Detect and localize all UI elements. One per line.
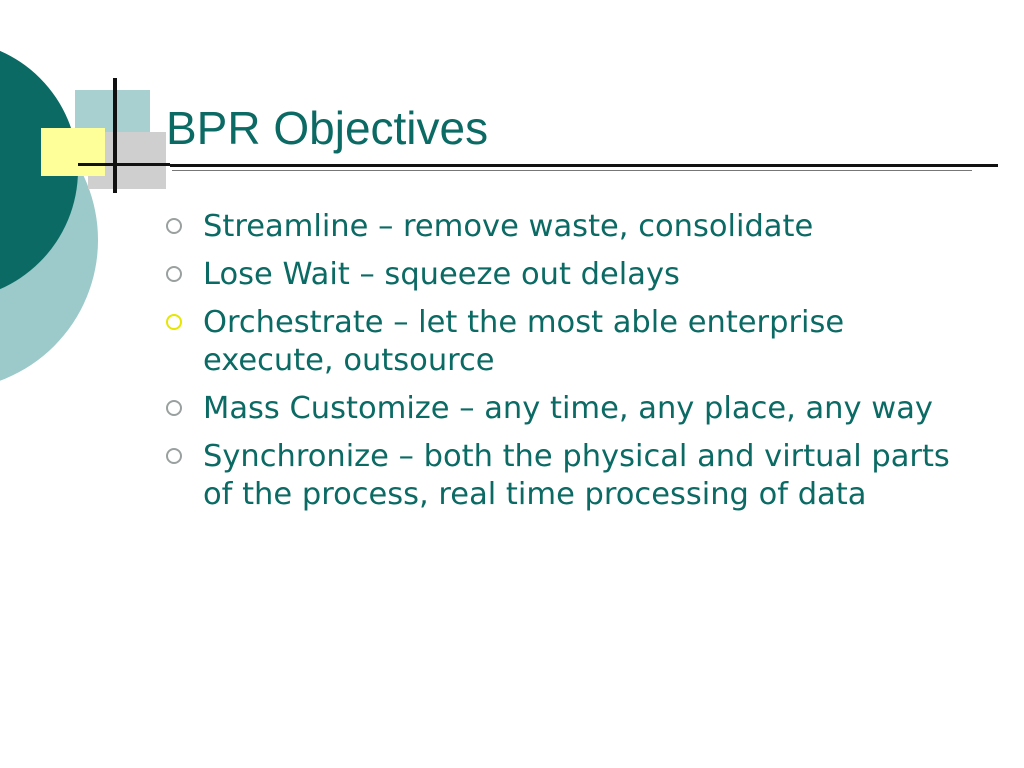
- bullet-item: [166, 390, 966, 428]
- hollow-circle-icon: [166, 400, 182, 416]
- bullet-text: Orchestrate – let the most able enterprise execute, outsource: [203, 305, 845, 378]
- decor-square-yellow: [41, 128, 105, 176]
- hollow-circle-icon: [166, 314, 182, 330]
- bullet-text: Streamline – remove waste, consolidate: [203, 209, 814, 244]
- bullet-list: [166, 208, 966, 524]
- slide-title: BPR Objectives: [166, 102, 489, 154]
- bullet-text: Synchronize – both the physical and virtual parts of the process, real time processing of data: [203, 439, 950, 512]
- decor-short-rule: [78, 163, 170, 166]
- bullet-item: [166, 304, 966, 380]
- hollow-circle-icon: [166, 448, 182, 464]
- title-underline: [170, 164, 998, 167]
- bullet-item: [166, 256, 966, 294]
- bullet-item: [166, 208, 966, 246]
- bullet-text: Lose Wait – squeeze out delays: [203, 257, 680, 292]
- decor-vertical-rule: [113, 78, 117, 193]
- bullet-item: [166, 438, 966, 514]
- title-underline-thin: [172, 170, 972, 171]
- bullet-text: Mass Customize – any time, any place, any way: [203, 391, 933, 426]
- hollow-circle-icon: [166, 266, 182, 282]
- hollow-circle-icon: [166, 218, 182, 234]
